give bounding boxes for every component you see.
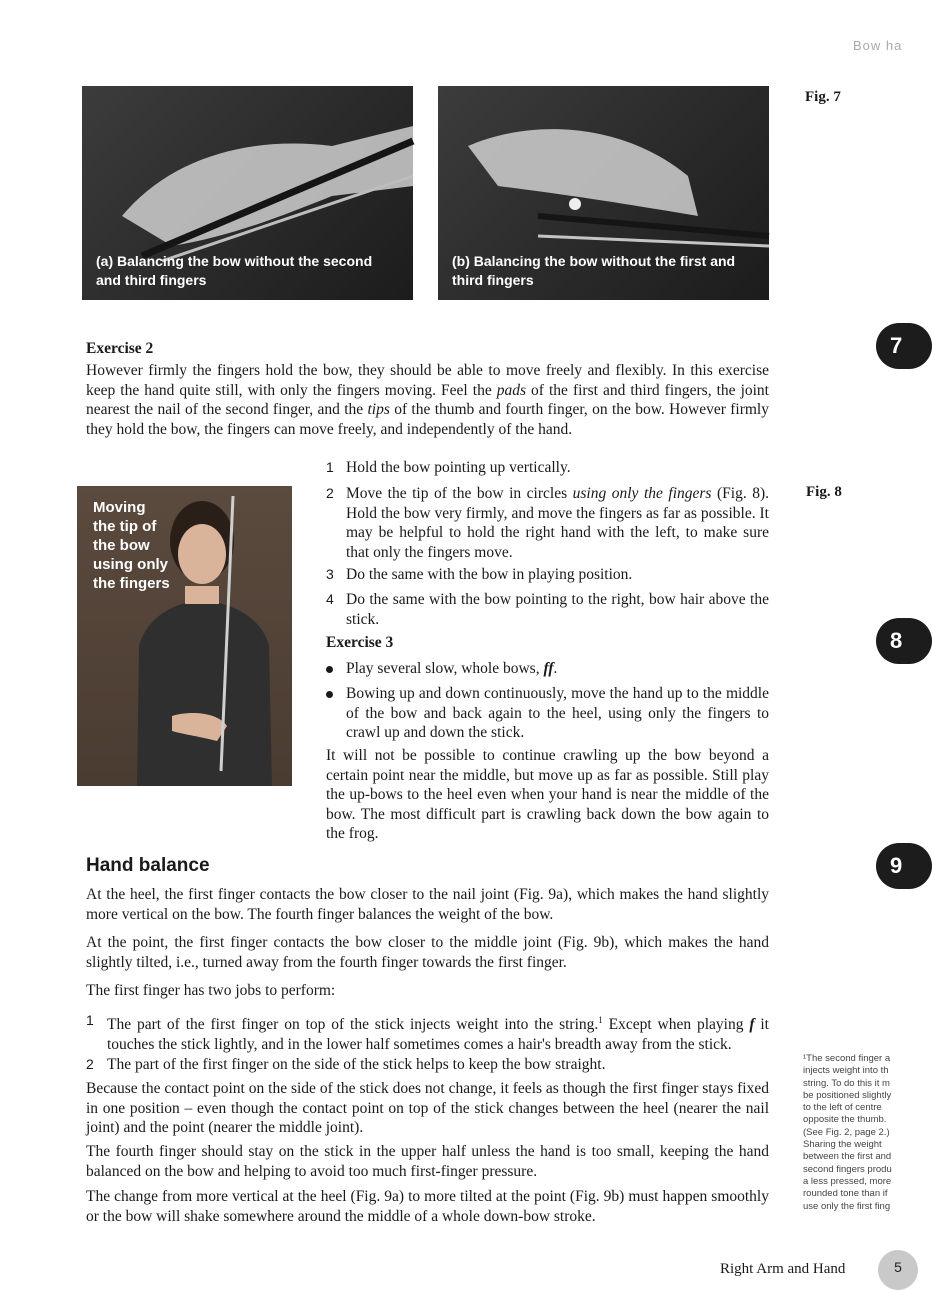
- exercise2-paragraph: However firmly the fingers hold the bow, they should be able to move freely and flexibly. In this exercise keep the hand quite still, with only the fingers moving. Feel the pads of the first and third fingers, the joint nearest the nail of the second finger, and the tips of the thumb and fourth finger, on the bow. However firmly they hold the bow, the fingers can move freely, and independently of the hand.: [86, 362, 769, 438]
- fig8-label: Fig. 8: [806, 484, 842, 500]
- step-2: 2 Move the tip of the bow in circles using only the fingers (Fig. 8). Hold the bow very firmly, and move the fingers as far as possible. It may be helpful to hold the right hand with the left, to make sure that only the fingers move.: [326, 485, 769, 561]
- step-4: 4 Do the same with the bow pointing to the right, bow hair above the stick.: [326, 591, 769, 628]
- hand-balance-p3: The first finger has two jobs to perform:: [86, 982, 336, 999]
- exercise3-paragraph: It will not be possible to continue crawling up the bow beyond a certain point near the middle, but move up as far as possible. Still play the up-bows to the heel even when your hand is near the middle of the bow. The most difficult part is crawling back down the bow again to the frog.: [326, 747, 769, 842]
- section-tab-7: 7: [876, 323, 932, 369]
- hand-balance-p4: Because the contact point on the side of the stick does not change, it feels as though the first finger stays fixed in one position – even though the contact point on top of the stick changes between the heel (nearer the nail joint) and the point (nearer the middle joint).: [86, 1080, 769, 1136]
- hand-balance-p2: At the point, the first finger contacts the bow closer to the middle joint (Fig. 9b), which makes the hand slightly tilted, i.e., turned away from the fourth finger towards the first finger.: [86, 934, 769, 971]
- running-header: Bow ha: [853, 38, 903, 53]
- chapter-title: Right Arm and Hand: [720, 1261, 846, 1277]
- fig7a-photo: [82, 86, 413, 300]
- fig8-caption: Moving the tip of the bow using only the fingers: [93, 499, 170, 592]
- fig7a-caption: (a) Balancing the bow without the second and third fingers: [96, 253, 373, 288]
- fig7b-caption: (b) Balancing the bow without the first and third fingers: [452, 253, 736, 288]
- step-1: 1 Hold the bow pointing up vertically.: [326, 459, 571, 476]
- section-tab-8: 8: [876, 618, 932, 664]
- hand-balance-p6: The change from more vertical at the heel (Fig. 9a) to more tilted at the point (Fig. 9b) must happen smoothly or the bow will shake somewhere around the middle of a whole down-bow stroke.: [86, 1188, 769, 1225]
- first-finger-job-1: 1 The part of the first finger on top of the stick injects weight into the string.$^1$ Except when playing f it touches the stick lightly, and in the lower half sometimes comes a hair's breadth away from the stick.: [86, 1012, 769, 1053]
- margin-footnote: ¹The second finger a injects weight into th string. To do this it m be positioned slightly to the left of centre opposite the thumb. (See Fig. 2, page 2.) Sharing the weight between the first and second fingers produ a less pressed, more rounded tone than if use only the first fing: [803, 1053, 892, 1212]
- exercise3-bullet-1: Play several slow, whole bows, ff.: [326, 659, 769, 679]
- exercise3-bullet-2: Bowing up and down continuously, move the hand up to the middle of the bow and back again to the heel, using only the fingers to crawl up and down the stick.: [326, 684, 769, 743]
- hand-balance-heading: Hand balance: [86, 855, 210, 876]
- hand-balance-p1: At the heel, the first finger contacts the bow closer to the nail joint (Fig. 9a), which makes the hand slightly more vertical on the bow. The fourth finger balances the weight of the bow.: [86, 886, 769, 923]
- fig7b-photo: [438, 86, 769, 300]
- exercise2-heading: Exercise 2: [86, 340, 154, 357]
- exercise3-heading: Exercise 3: [326, 634, 394, 651]
- page-number: 5: [878, 1250, 918, 1290]
- fig8-photo: [77, 486, 292, 786]
- step-3: 3 Do the same with the bow in playing position.: [326, 566, 633, 583]
- first-finger-job-2: 2 The part of the first finger on the side of the stick helps to keep the bow straight.: [86, 1056, 606, 1073]
- section-tab-9: 9: [876, 843, 932, 889]
- fig7-label: Fig. 7: [805, 89, 841, 105]
- hand-balance-p5: The fourth finger should stay on the stick in the upper half unless the hand is too small, keeping the hand balanced on the bow and helping to avoid too much first-finger pressure.: [86, 1143, 769, 1180]
